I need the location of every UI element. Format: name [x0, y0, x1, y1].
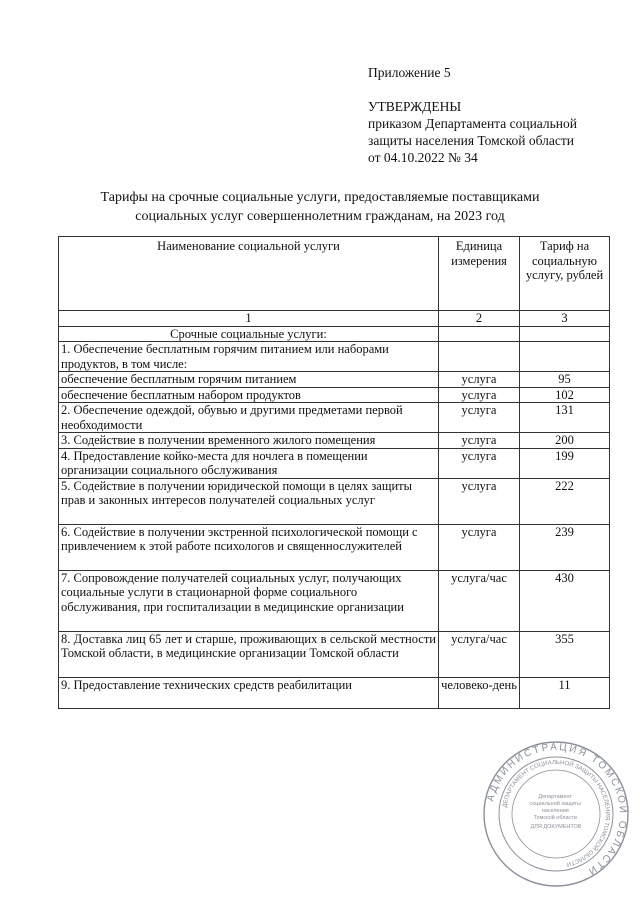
table-row	[59, 403, 610, 433]
service-tariff: 239	[520, 524, 610, 570]
service-name: 6. Содействие в получении экстренной психологической помощи с привлечением к этой работе психологов и священнослужителей	[59, 524, 439, 570]
service-name: 8. Доставка лиц 65 лет и старше, проживающих в сельской местности Томской области, в медицинские организации Томской области	[59, 631, 439, 677]
table-row	[59, 478, 610, 524]
service-tariff: 102	[520, 387, 610, 403]
column-number-row	[59, 311, 610, 327]
tariff-table	[58, 236, 610, 709]
table-row	[59, 387, 610, 403]
service-tariff: 11	[520, 677, 610, 708]
service-unit: услуга/час	[439, 570, 520, 631]
empty-cell	[439, 326, 520, 342]
service-tariff: 131	[520, 403, 610, 433]
empty-cell	[520, 326, 610, 342]
official-seal	[482, 740, 630, 888]
service-unit: услуга	[439, 448, 520, 478]
service-tariff: 200	[520, 433, 610, 449]
service-unit: услуга	[439, 433, 520, 449]
table-row	[59, 570, 610, 631]
service-tariff: 430	[520, 570, 610, 631]
service-name: 1. Обеспечение бесплатным горячим питанием или наборами продуктов, в том числе:	[59, 342, 439, 372]
service-tariff	[520, 342, 610, 372]
header-service-name: Наименование социальной услуги	[59, 237, 439, 311]
service-unit	[439, 342, 520, 372]
order-line-2: защиты населения Томской области	[368, 133, 575, 148]
service-tariff: 355	[520, 631, 610, 677]
service-unit: человеко-день	[439, 677, 520, 708]
table-row	[59, 677, 610, 708]
order-line-3: от 04.10.2022 № 34	[368, 150, 478, 165]
column-number: 2	[439, 311, 520, 327]
title-line-1: Тарифы на срочные социальные услуги, предоставляемые поставщиками	[100, 190, 540, 205]
table-row	[59, 342, 610, 372]
table-header-row	[59, 237, 610, 311]
document-title	[40, 188, 600, 226]
section-title: Срочные социальные услуги:	[59, 326, 439, 342]
title-line-2: социальных услуг совершеннолетним гражданам, на 2023 год	[135, 209, 505, 224]
service-name: 4. Предоставление койко-места для ночлега в помещении организации социального обслуживания	[59, 448, 439, 478]
service-unit: услуга	[439, 372, 520, 388]
approved-label: УТВЕРЖДЕНЫ	[368, 99, 462, 114]
service-unit: услуга	[439, 478, 520, 524]
service-unit: услуга	[439, 387, 520, 403]
service-name: обеспечение бесплатным горячим питанием	[59, 372, 439, 388]
service-name: обеспечение бесплатным набором продуктов	[59, 387, 439, 403]
header-unit: Единица измерения	[439, 237, 520, 311]
column-number: 1	[59, 311, 439, 327]
approval-block	[368, 64, 618, 166]
table-row	[59, 631, 610, 677]
column-number: 3	[520, 311, 610, 327]
annex-label: Приложение 5	[368, 65, 451, 80]
table-row	[59, 433, 610, 449]
service-name: 5. Содействие в получении юридической помощи в целях защиты прав и законных интересов получателей социальных услуг	[59, 478, 439, 524]
service-unit: услуга	[439, 403, 520, 433]
svg-text:ДЕПАРТАМЕНТ СОЦИАЛЬНОЙ ЗАЩИТЫ: ДЕПАРТАМЕНТ СОЦИАЛЬНОЙ ЗАЩИТЫ НАСЕЛЕНИЯ ТОМСКОЙ ОБЛАСТИ	[502, 759, 611, 867]
service-unit: услуга	[439, 524, 520, 570]
service-name: 9. Предоставление технических средств реабилитации	[59, 677, 439, 708]
section-row	[59, 326, 610, 342]
service-name: 7. Сопровождение получателей социальных услуг, получающих социальные услуги в стационарной форме социального обслуживания, при госпитализации в медицинские организации	[59, 570, 439, 631]
service-tariff: 199	[520, 448, 610, 478]
header-tariff: Тариф на социальную услугу, рублей	[520, 237, 610, 311]
service-tariff: 95	[520, 372, 610, 388]
table-row	[59, 448, 610, 478]
service-name: 2. Обеспечение одеждой, обувью и другими предметами первой необходимости	[59, 403, 439, 433]
service-unit: услуга/час	[439, 631, 520, 677]
table-row	[59, 524, 610, 570]
service-tariff: 222	[520, 478, 610, 524]
order-line-1: приказом Департамента социальной	[368, 116, 578, 131]
svg-text:АДМИНИСТРАЦИЯ ТОМСКОЙ ОБЛАСТИ: АДМИНИСТРАЦИЯ ТОМСКОЙ ОБЛАСТИ	[485, 741, 629, 878]
table-row	[59, 372, 610, 388]
svg-text:Департамент социальной з: Департамент социальной защиты населения Томской области ДЛЯ ДОКУМЕНТОВ	[529, 794, 582, 830]
service-name: 3. Содействие в получении временного жилого помещения	[59, 433, 439, 449]
